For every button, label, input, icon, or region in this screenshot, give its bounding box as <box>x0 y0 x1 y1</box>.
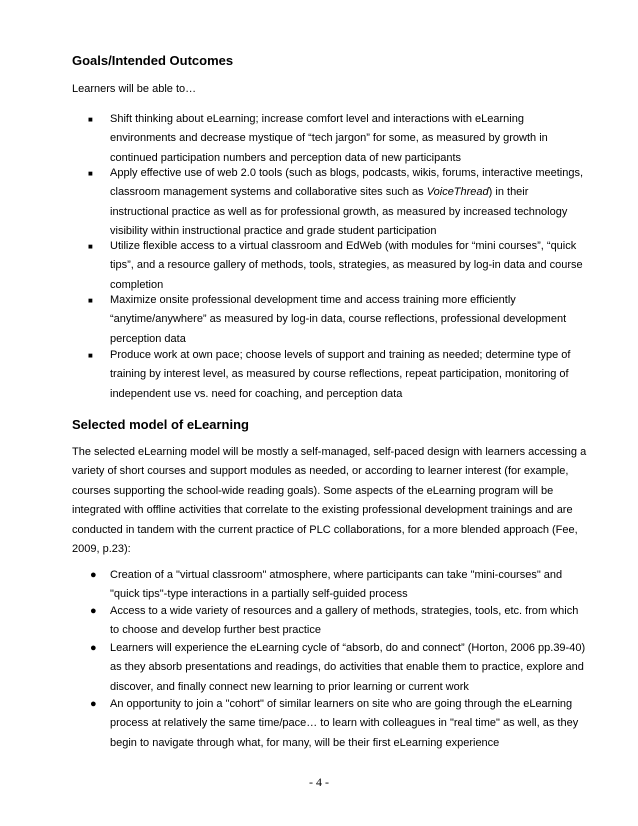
list-item-line: to choose and develop further best practice <box>110 624 321 637</box>
page-number: - 4 - <box>309 775 329 789</box>
paragraph-line: variety of short courses and support modules as needed, or according to learner interest (for example, <box>72 465 569 478</box>
paragraph-line: conducted in tandem with the current practice of PLC collaborations, for a more blended approach (Fee, <box>72 523 578 536</box>
list-item-line: process at relatively the same time/pace… to learn with colleagues in "real time" as well, as they <box>110 717 579 730</box>
list-item-line: environments and decrease mystique of “tech jargon” for some, as measured by growth in <box>110 132 548 145</box>
list-item-line: completion <box>110 278 164 291</box>
list-item-line: Apply effective use of web 2.0 tools (such as blogs, podcasts, wikis, forums, interactive meetings, <box>110 167 584 179</box>
list-item-line: Maximize onsite professional development time and access training more efficiently <box>110 294 516 306</box>
paragraph-line: courses supporting the school-wide reading goals). Some aspects of the eLearning program will be <box>72 484 554 497</box>
list-item-line: visibility within instructional practice and grade student participation <box>110 225 437 238</box>
list-item-line: Produce work at own pace; choose levels of support and training as needed; determine type of <box>110 349 571 361</box>
list-item-line: independent use vs. need for coaching, and perception data <box>110 387 403 400</box>
square-bullet-icon: ■ <box>88 242 93 251</box>
list-item-line <box>110 183 583 202</box>
dot-bullet-icon: ● <box>90 569 97 581</box>
list-item-text: ) in their <box>488 186 529 199</box>
list-item-line: Utilize flexible access to a virtual classroom and EdWeb (with modules for “mini courses”, “quick <box>110 240 577 252</box>
list-item-line: “anytime/anywhere” as measured by log-in data, course reflections, professional development <box>110 313 567 326</box>
list-item-line: continued participation numbers and perception data of new participants <box>110 151 462 164</box>
square-bullet-icon: ■ <box>88 115 93 124</box>
paragraph-line: integrated with offline activities that correlate to the existing professional development trainings and are <box>72 504 573 517</box>
paragraph-line: 2009, p.23): <box>72 543 131 556</box>
list-item-text: classroom management systems and collaborative sites such as <box>110 186 427 199</box>
paragraph-line: The selected eLearning model will be mostly a self-managed, self-paced design with learners accessing a <box>72 446 587 458</box>
list-item-line: training by interest level, as measured by course reflections, repeat participation, monitoring of <box>110 368 569 381</box>
voicethread-italic: VoiceThread <box>426 186 489 199</box>
list-item-line: Access to a wide variety of resources and a gallery of methods, strategies, tools, etc. from which <box>110 605 579 617</box>
model-heading: Selected model of eLearning <box>72 417 249 432</box>
list-item-line: instructional practice as well as for professional growth, as measured by increased technology <box>110 205 568 218</box>
list-item-line: as they absorb presentations and readings, do activities that enable them to practice, explore and <box>110 661 584 674</box>
dot-bullet-icon: ● <box>90 698 97 710</box>
dot-bullet-icon: ● <box>90 642 97 654</box>
model-paragraph <box>72 443 586 559</box>
square-bullet-icon: ■ <box>88 169 93 178</box>
square-bullet-icon: ■ <box>88 351 93 360</box>
list-item-line: tips”, and a resource gallery of methods, tools, strategies, as measured by log-in data and course <box>110 259 583 272</box>
list-item-line: Learners will experience the eLearning cycle of “absorb, do and connect” (Horton, 2006 pp.39-40) <box>110 642 586 654</box>
list-item-line: "quick tips"-type interactions in a partially self-guided process <box>110 588 408 601</box>
list-item-line: perception data <box>110 332 186 345</box>
list-item-line: Creation of a "virtual classroom" atmosphere, where participants can take "mini-courses" and <box>110 569 563 581</box>
list-item-line: An opportunity to join a "cohort" of similar learners on site who are going through the eLearning <box>110 698 573 710</box>
goals-intro: Learners will be able to… <box>72 83 197 95</box>
dot-bullet-icon: ● <box>90 605 97 617</box>
list-item-line: Shift thinking about eLearning; increase comfort level and interactions with eLearning <box>110 113 524 125</box>
list-item-line: discover, and finally connect new learning to prior learning or current work <box>110 680 469 693</box>
list-item-line: begin to navigate through what, for many, will be their first eLearning experience <box>110 736 500 749</box>
square-bullet-icon: ■ <box>88 296 93 305</box>
goals-heading: Goals/Intended Outcomes <box>72 53 234 68</box>
